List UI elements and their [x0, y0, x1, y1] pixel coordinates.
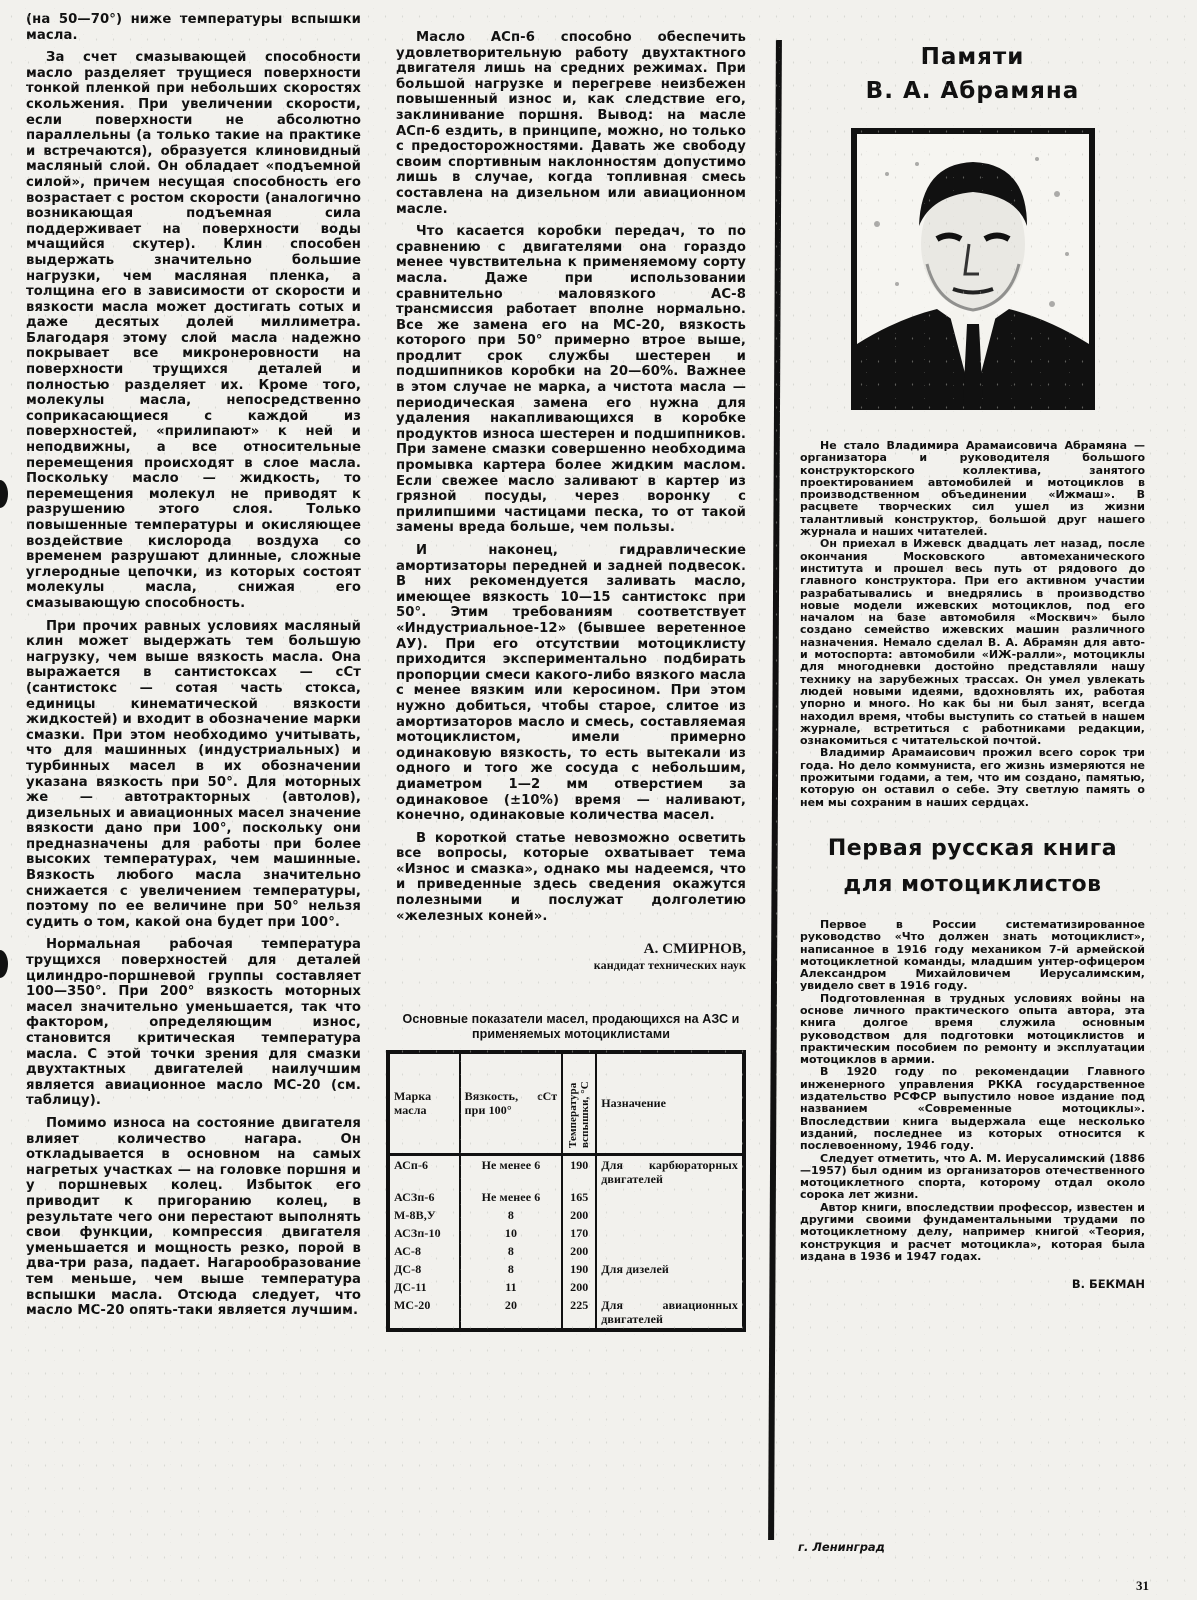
portrait-photo: [851, 128, 1095, 410]
header-brand: Марка масла: [388, 1052, 460, 1155]
table-row: [388, 1296, 744, 1330]
cell-viscosity: Не менее 6: [460, 1154, 563, 1188]
oils-table: [386, 1050, 746, 1332]
article-column-1: [26, 12, 361, 1319]
table-header-row: [388, 1052, 744, 1155]
article-paragraph: При прочих равных условиях масляный клин может выдержать тем большую нагрузку, чем выше вязкость масла. Она выражается в сантистоксах — сСт (сантистокс — сотая часть стокса, единицы кинематической вязкости жидкостей) и входит в обозначение марки смазки. При этом необходимо учитывать, что для машинных (индустриальных) и турбинных масел в их обозначении указана вязкость при 50°. Для моторных же — автотракторных (автолов), дизельных и авиационных масел значение вязкости дано при 100°, поскольку они предназначены для работы при более высоких температурах, чем машинные. Вязкость любого масла значительно снижается с увеличением температуры, поэтому по ее величине при 50° нельзя судить о том, какой она будет при 100°.: [26, 618, 361, 930]
article-column-2: [396, 30, 746, 1332]
portrait-image: [857, 134, 1089, 404]
article-paragraph: (на 50—70°) ниже температуры вспышки масла.: [26, 12, 361, 43]
cell-flash-point: 165: [562, 1188, 596, 1206]
book-paragraph: В 1920 году по рекомендации Главного инженерного управления РККА государственное издательство РСФСР выпустило новое издание под названием «Современные мотоциклы». Впоследствии книга выдержала еще несколько изданий, последнее из которых относится к послевоенному, 1946 году.: [800, 1065, 1145, 1153]
cell-flash-point: 190: [562, 1154, 596, 1188]
table-row: [388, 1188, 744, 1206]
book-article-title: Первая русская книга для мотоциклистов: [827, 835, 1118, 897]
cell-viscosity: Не менее 6: [460, 1188, 563, 1206]
cell-flash-point: 200: [562, 1242, 596, 1260]
article-paragraph: Что касается коробки передач, то по сравнению с двигателями она гораздо менее чувствительна к применяемому сорту масла. Даже при использовании сравнительно маловязкого АС-8 трансмиссия работает вполне нормально. Все же замена его на МС-20, вязкость которого при 50° примерно втрое выше, продлит срок службы шестерен и подшипников коробки на 20—60%. Важнее в этом случае не марка, а чистота масла — периодическая замена его нужна для удаления накапливающихся в коробке продуктов износа шестерен и подшипников. При замене смазки совершенно необходима промывка картера более жидким маслом. Если свежее масло заливают в картер из грязной посуды, через воронку с прилипшими частицами песка, то от такой замены вреда больше, чем пользы.: [396, 224, 746, 536]
memorial-paragraph: Он приехал в Ижевск двадцать лет назад, после окончания Московского автомеханического института и прошел весь путь от рядового до главного конструктора. При его активном участии разрабатывались и внедрялись в производство новые модели ижевских мотоциклов, под его началом на базе автомобиля «Москвич» было создано семейство ижевских машин различного назначения. Немало сделал В. А. Абрамян для авто- и мотоспорта: автомобили «ИЖ-ралли», мотоциклы для многодневки достойно представляли нашу технику на зарубежных трассах. Он умел увлекать людей новыми идеями, вдохновлять их, работая упорно и много. Но как бы ни был занят, всегда находил время, чтобы выступить со статьей в нашем журнале, встретиться с работниками редакции, ознакомиться с читательской почтой.: [800, 537, 1145, 748]
article-signature: [396, 942, 746, 972]
cell-viscosity: 8: [460, 1242, 563, 1260]
memorial-paragraph: Не стало Владимира Арамаисовича Абрамяна — организатора и руководителя большого конструкторского коллектива, занятого проектированием автомобилей и мотоциклов в производственном объединении «Ижмаш». В расцвете творческих сил ушел из жизни талантливый конструктор, большой друг нашего журнала и наших читателей.: [800, 439, 1145, 539]
cell-purpose: [596, 1206, 744, 1224]
header-viscosity: Вязкость, сСт при 100°: [460, 1052, 563, 1155]
cell-brand: М-8В,У: [394, 1207, 436, 1222]
book-paragraph: Следует отметить, что А. М. Иерусалимский (1886—1957) был одним из организаторов отечественного мотоциклетного спорта, которому отдал около сорока лет жизни.: [800, 1151, 1145, 1202]
cell-viscosity: 8: [460, 1206, 563, 1224]
book-article-text: [800, 919, 1145, 1263]
cell-flash-point: 170: [562, 1224, 596, 1242]
article-paragraph: Масло АСп-6 способно обеспечить удовлетворительную работу двухтактного двигателя лишь на средних режимах. При большой нагрузке и перегреве неизбежен повышенный износ и, как следствие его, заклинивание поршня. Вывод: на масле АСп-6 ездить, в принципе, можно, но только с предосторожностями. Давать же свободу своим спортивным наклонностям допустимо лишь в случае, когда топливная смесь составлена на дизельном или авиационном масле.: [396, 30, 746, 217]
cell-viscosity: 20: [460, 1296, 563, 1330]
table-row: [388, 1278, 744, 1296]
header-purpose: Назначение: [596, 1052, 744, 1155]
cell-viscosity: 8: [460, 1260, 563, 1278]
author-title: кандидат технических наук: [593, 957, 746, 972]
book-paragraph: Подготовленная в трудных условиях войны на основе личного практического опыта автора, эта книга долгое время служила основным руководством для подготовки мотоциклистов и практическим пособием по ремонту и эксплуатации мотоциклов в армии.: [800, 991, 1145, 1067]
book-article-author: В. БЕКМАН: [1071, 1277, 1145, 1292]
cell-purpose: [596, 1278, 744, 1296]
article-paragraph: И наконец, гидравлические амортизаторы передней и задней подвесок. В них рекомендуется заливать масло, имеющее вязкость 10—15 сантистокс при 50°. Этим требованиям соответствует «Индустриальное-12» (бывшее веретенное АУ). При его отсутствии мотоциклисту приходится экспериментально подбирать пропорции смеси какого-либо вязкого масла с менее вязким или керосином. При этом нужно добиться, чтобы старое, слитое из амортизаторов масло и смесь, составляемая мотоциклистом, имели примерно одинаковую вязкость, то есть вытекали из одного и того же сосуда с небольшим, диаметром 1—2 мм отверстием за одинаковое (±10%) время — наливают, конечно, одинаковые количества масел.: [396, 543, 746, 824]
binding-hole-mark: [0, 950, 8, 978]
cell-brand: ДС-8: [394, 1261, 422, 1276]
cell-purpose: [596, 1224, 744, 1242]
cell-purpose: Для дизелей: [596, 1260, 744, 1278]
article-paragraph: Помимо износа на состояние двигателя влияет количество нагара. Он откладывается в основном на самых нагретых участках — на головке поршня и у поршневых колец. Избыток его приводит к пригоранию колец, в результате чего они перестают выполнять свои функции, компрессия двигателя уменьшается и мощность резко, порой в два-три раза, падает. Нагарообразование тем меньше, чем выше температура вспышки масла. Отсюда следует, что масло МС-20 опять-таки является лучшим.: [26, 1115, 361, 1319]
cell-flash-point: 200: [562, 1278, 596, 1296]
cell-purpose: Для карбюраторных двигателей: [596, 1154, 744, 1188]
cell-brand: АСЗп-10: [394, 1225, 441, 1240]
table-row: [388, 1224, 744, 1242]
cell-brand: АС-8: [394, 1243, 422, 1258]
article-paragraph: За счет смазывающей способности масло разделяет трущиеся поверхности тонкой пленкой при небольших скоростях скольжения. При увеличении скорости, если поверхности не абсолютно параллельны (а только такие на практике и встречаются), образуется клиновидный масляный слой. Он обладает «подъемной силой», причем несущая способность его возрастает с ростом скорости (аналогично возникающая подъемная сила поддерживает на поверхности воды мчащийся скутер). Клин способен выдержать значительно большие нагрузки, чем масляная пленка, а толщина его в зависимости от скорости и вязкости масла может достигать сотых и даже десятых долей миллиметра. Благодаря этому слой масла надежно покрывает все микронеровности на поверхности трущихся деталей и полностью разделяет их. Кроме того, молекулы масла, непосредственно соприкасающиеся с каждой из поверхностей, «прилипают» к ней и неподвижны, а все относительные перемещения происходят в слое масла. Поскольку масло — жидкость, то перемещения молекул не приводят к разрушению этого слоя. Только повышенные температуры и окисляющее воздействие кислорода воздуха со временем разрушают длинные, сложные углеродные цепочки, из которых состоят молекулы масла, снижая его смазывающую способность.: [26, 50, 361, 611]
cell-purpose: [596, 1188, 744, 1206]
memorial-text: [800, 440, 1145, 809]
table-row: [388, 1242, 744, 1260]
cell-purpose: [596, 1242, 744, 1260]
memorial-paragraph: Владимир Арамаисович прожил всего сорок три года. Но дело коммуниста, его жизнь измеряются не прожитыми годами, а тем, что им создано, памятью, которую он оставил о себе. Эту светлую память о нем мы сохраним в наших сердцах.: [800, 746, 1145, 809]
table-row: [388, 1206, 744, 1224]
cell-viscosity: 10: [460, 1224, 563, 1242]
cell-flash-point: 225: [562, 1296, 596, 1330]
sidebar-column: [800, 40, 1145, 1291]
cell-brand: ДС-11: [394, 1279, 427, 1294]
article-paragraph: В короткой статье невозможно осветить все вопросы, которые охватывает тема «Износ и смазка», однако мы надеемся, что и приведенные здесь сведения окажутся полезными и послужат долголетию «железных коней».: [396, 830, 746, 924]
cell-flash-point: 200: [562, 1206, 596, 1224]
book-paragraph: Первое в России систематизированное руководство «Что должен знать мотоциклист», написанное в 1916 году механиком 7-й армейской мотоциклетной команды, младшим унтер-офицером Александром Михайловичем Иерусалимским, увидело свет в 1916 году.: [800, 917, 1145, 993]
binding-hole-mark: [0, 480, 8, 508]
cell-brand: АСп-6: [394, 1157, 429, 1172]
cell-viscosity: 11: [460, 1278, 563, 1296]
table-title: Основные показатели масел, продающихся на АЗС и применяемых мотоциклистами: [402, 1011, 740, 1041]
table-row: [388, 1260, 744, 1278]
header-flash-point: Температура вспышки, °С: [562, 1052, 596, 1155]
cell-flash-point: 190: [562, 1260, 596, 1278]
book-paragraph: Автор книги, впоследствии профессор, известен и другими своими фундаментальными трудами по мотоциклетному делу, например книгой «Теория, конструкция и расчет мотоцикла», которая была издана в 1936 и 1947 годах.: [800, 1200, 1145, 1263]
book-article-city: г. Ленинград: [798, 1540, 885, 1554]
cell-purpose: Для авиационных двигателей: [596, 1296, 744, 1330]
memorial-title: Памяти В. А. Абрамяна: [865, 44, 1080, 104]
table-row: [388, 1154, 744, 1188]
author-name: А. СМИРНОВ,: [643, 941, 746, 958]
article-paragraph: Нормальная рабочая температура трущихся поверхностей для деталей цилиндро-поршневой группы составляет 100—350°. При 200° вязкость моторных масел значительно уменьшается, так что фактором, определяющим износ, становится критическая температура масла. С этой точки зрения для смазки двухтактных двигателей наилучшим является авиационное масло МС-20 (см. таблицу).: [26, 937, 361, 1109]
cell-brand: АСЗп-6: [394, 1189, 435, 1204]
column-divider-rule: [768, 40, 782, 1540]
page-number: 31: [1136, 1578, 1149, 1593]
cell-brand: МС-20: [394, 1297, 431, 1312]
